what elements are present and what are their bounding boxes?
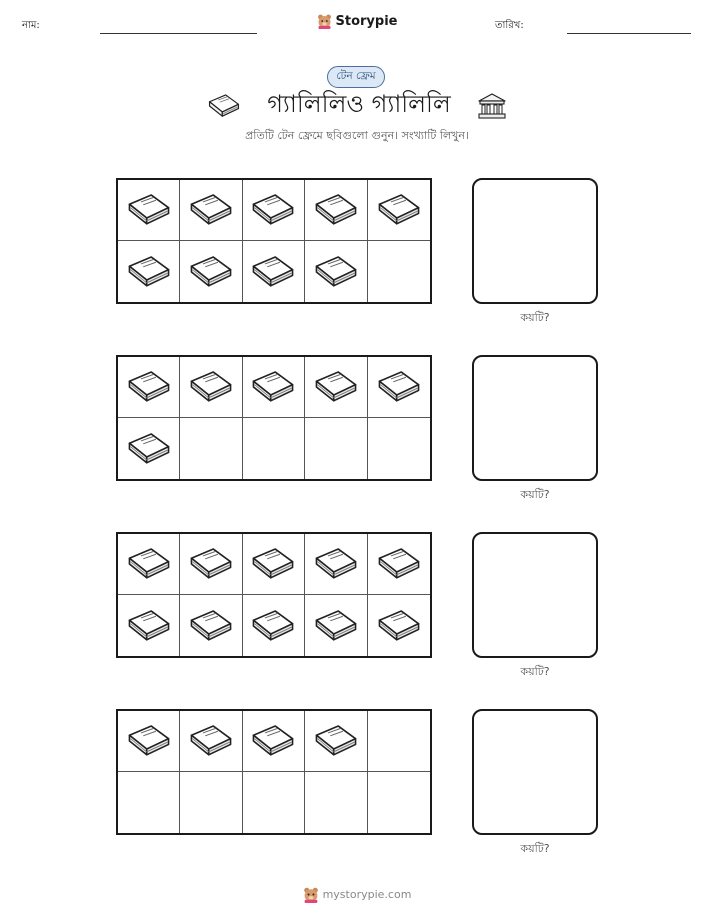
ten-frame-cell (118, 180, 180, 241)
ten-frame-cell (243, 711, 305, 772)
ten-frame-cell (305, 180, 367, 241)
ten-frame-cell (118, 595, 180, 656)
ten-frame-cell (118, 711, 180, 772)
ten-frame-cell (180, 418, 242, 479)
book-icon (126, 190, 172, 230)
ten-frame-cell (118, 241, 180, 302)
book-icon (376, 544, 422, 584)
ten-frame-cell (180, 534, 242, 595)
ten-frame-cell (180, 711, 242, 772)
ten-frame-cell (118, 418, 180, 479)
answer-box-1[interactable] (472, 178, 598, 304)
bear-icon (317, 13, 332, 29)
ten-frame-cell (368, 418, 430, 479)
book-icon (376, 606, 422, 646)
book-icon (250, 721, 296, 761)
book-icon (188, 606, 234, 646)
ten-frame-cell (118, 357, 180, 418)
ten-frame-cell (180, 357, 242, 418)
book-icon (376, 190, 422, 230)
ten-frame-cell (243, 357, 305, 418)
answer-box-3[interactable] (472, 532, 598, 658)
ten-frame-cell (243, 180, 305, 241)
ten-frame-cell (368, 711, 430, 772)
ten-frame-cell (243, 595, 305, 656)
book-icon (188, 252, 234, 292)
book-icon (250, 367, 296, 407)
book-icon (376, 367, 422, 407)
book-icon (126, 367, 172, 407)
ten-frame-cell (368, 180, 430, 241)
ten-frame-cell (118, 534, 180, 595)
ten-frame-cell (305, 772, 367, 833)
ten-frame-cell (305, 241, 367, 302)
book-icon (207, 91, 241, 121)
ten-frame-1 (116, 178, 432, 304)
book-icon (313, 544, 359, 584)
date-line[interactable] (567, 33, 691, 34)
name-label: নাম: (22, 20, 40, 31)
ten-frame-3 (116, 532, 432, 658)
brand-name: Storypie (335, 13, 398, 29)
answer-box-4[interactable] (472, 709, 598, 835)
book-icon (250, 252, 296, 292)
book-icon (313, 606, 359, 646)
ten-frame-cell (243, 418, 305, 479)
book-icon (126, 429, 172, 469)
footer-url: mystorypie.com (322, 888, 412, 901)
book-icon (188, 190, 234, 230)
book-icon (313, 190, 359, 230)
book-icon (188, 544, 234, 584)
ten-frame-cell (368, 534, 430, 595)
book-icon (126, 721, 172, 761)
book-icon (250, 544, 296, 584)
brand-logo (0, 13, 714, 29)
ten-frame-cell (305, 357, 367, 418)
ten-frame-cell (243, 772, 305, 833)
ten-frame-cell (305, 711, 367, 772)
ten-frame-cell (180, 772, 242, 833)
how-many-label-2: কয়টি? (520, 488, 550, 501)
title-row (0, 88, 714, 124)
book-icon (313, 721, 359, 761)
how-many-label-1: কয়টি? (520, 311, 550, 324)
ten-frame-cell (368, 241, 430, 302)
date-label: তারিখ: (495, 20, 524, 31)
book-icon (250, 606, 296, 646)
ten-frame-cell (305, 534, 367, 595)
ten-frame-cell (180, 180, 242, 241)
museum-icon (477, 92, 507, 120)
ten-frame-cell (368, 357, 430, 418)
ten-frame-cell (243, 534, 305, 595)
name-line[interactable] (100, 33, 257, 34)
instruction-text: প্রতিটি টেন ফ্রেমে ছবিগুলো গুনুন। সংখ্যাটি লিখুন। (245, 129, 469, 142)
book-icon (126, 252, 172, 292)
answer-box-2[interactable] (472, 355, 598, 481)
ten-frame-cell (243, 241, 305, 302)
page-title: গ্যালিলিও গ্যালিলি (267, 90, 451, 118)
ten-frame-cell (180, 595, 242, 656)
footer (0, 886, 714, 903)
how-many-label-4: কয়টি? (520, 842, 550, 855)
ten-frame-cell (368, 772, 430, 833)
book-icon (188, 721, 234, 761)
book-icon (126, 606, 172, 646)
book-icon (126, 544, 172, 584)
how-many-label-3: কয়টি? (520, 665, 550, 678)
ten-frame-cell (180, 241, 242, 302)
book-icon (313, 367, 359, 407)
book-icon (250, 190, 296, 230)
book-icon (188, 367, 234, 407)
ten-frame-cell (368, 595, 430, 656)
ten-frame-4 (116, 709, 432, 835)
ten-frame-2 (116, 355, 432, 481)
book-icon (313, 252, 359, 292)
ten-frame-cell (118, 772, 180, 833)
ten-frame-cell (305, 595, 367, 656)
bear-icon (303, 886, 319, 903)
ten-frame-cell (305, 418, 367, 479)
ten-frame-badge: টেন ফ্রেম (327, 66, 385, 88)
